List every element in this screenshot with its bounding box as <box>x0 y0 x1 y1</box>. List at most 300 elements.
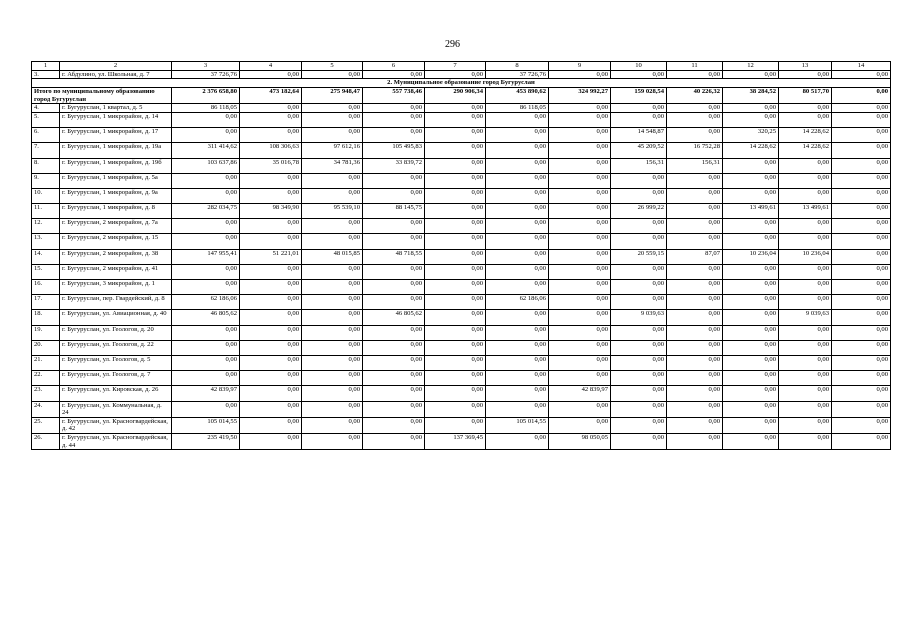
value-cell: 0,00 <box>425 417 486 433</box>
value-cell: 34 781,36 <box>302 158 363 173</box>
value-cell: 0,00 <box>302 371 363 386</box>
row-index: 10. <box>32 188 60 203</box>
value-cell: 103 637,86 <box>172 158 240 173</box>
value-cell: 0,00 <box>779 173 832 188</box>
value-cell: 14 548,87 <box>611 128 667 143</box>
value-cell: 0,00 <box>779 417 832 433</box>
value-cell: 0,00 <box>549 188 611 203</box>
value-cell: 0,00 <box>425 188 486 203</box>
value-cell: 0,00 <box>302 386 363 401</box>
value-cell: 0,00 <box>172 173 240 188</box>
column-number: 12 <box>723 62 779 71</box>
value-cell: 98 050,05 <box>549 433 611 449</box>
value-cell: 26 999,22 <box>611 204 667 219</box>
value-cell: 0,00 <box>486 188 549 203</box>
value-cell: 40 226,32 <box>667 88 723 104</box>
value-cell: 0,00 <box>611 173 667 188</box>
row-index: 15. <box>32 264 60 279</box>
value-cell: 0,00 <box>611 401 667 417</box>
value-cell: 0,00 <box>779 280 832 295</box>
value-cell: 0,00 <box>363 401 425 417</box>
value-cell: 0,00 <box>611 264 667 279</box>
value-cell: 0,00 <box>779 340 832 355</box>
table-row <box>32 70 891 79</box>
value-cell: 0,00 <box>172 264 240 279</box>
value-cell: 0,00 <box>549 417 611 433</box>
row-index: 26. <box>32 433 60 449</box>
value-cell: 0,00 <box>832 386 891 401</box>
row-index: 9. <box>32 173 60 188</box>
value-cell: 0,00 <box>723 264 779 279</box>
value-cell: 0,00 <box>486 371 549 386</box>
value-cell: 0,00 <box>779 325 832 340</box>
value-cell: 0,00 <box>723 158 779 173</box>
value-cell: 0,00 <box>486 128 549 143</box>
value-cell: 0,00 <box>832 219 891 234</box>
value-cell: 0,00 <box>611 433 667 449</box>
value-cell: 0,00 <box>425 280 486 295</box>
value-cell: 0,00 <box>425 401 486 417</box>
value-cell: 0,00 <box>363 371 425 386</box>
value-cell: 311 414,62 <box>172 143 240 158</box>
value-cell: 0,00 <box>667 219 723 234</box>
value-cell: 0,00 <box>611 280 667 295</box>
value-cell: 0,00 <box>363 295 425 310</box>
value-cell: 0,00 <box>240 401 302 417</box>
value-cell: 42 839,97 <box>549 386 611 401</box>
value-cell: 0,00 <box>425 249 486 264</box>
value-cell: 0,00 <box>302 188 363 203</box>
value-cell: 0,00 <box>549 340 611 355</box>
address-cell: г. Бугуруслан, 2 микрорайон, д. 7а <box>60 219 172 234</box>
address-cell: г. Бугуруслан, 2 микрорайон, д. 38 <box>60 249 172 264</box>
value-cell: 0,00 <box>611 325 667 340</box>
value-cell: 14 228,62 <box>779 128 832 143</box>
table-row <box>32 280 891 295</box>
value-cell: 0,00 <box>363 280 425 295</box>
value-cell: 9 039,63 <box>779 310 832 325</box>
row-index: 3. <box>32 70 60 79</box>
table-row <box>32 104 891 113</box>
row-index: 16. <box>32 280 60 295</box>
value-cell: 0,00 <box>363 104 425 113</box>
value-cell: 0,00 <box>425 104 486 113</box>
value-cell: 0,00 <box>302 295 363 310</box>
value-cell: 105 495,83 <box>363 143 425 158</box>
value-cell: 0,00 <box>832 70 891 79</box>
table-row <box>32 433 891 449</box>
value-cell: 0,00 <box>832 234 891 249</box>
value-cell: 0,00 <box>486 234 549 249</box>
value-cell: 275 948,47 <box>302 88 363 104</box>
table-row <box>32 310 891 325</box>
value-cell: 0,00 <box>832 158 891 173</box>
value-cell: 10 236,04 <box>779 249 832 264</box>
value-cell: 0,00 <box>667 204 723 219</box>
value-cell: 20 559,15 <box>611 249 667 264</box>
address-cell: г. Бугуруслан, 2 микрорайон, д. 15 <box>60 234 172 249</box>
column-number: 6 <box>363 62 425 71</box>
value-cell: 0,00 <box>723 104 779 113</box>
column-number: 7 <box>425 62 486 71</box>
address-cell: г. Бугуруслан, ул. Авиационная, д. 40 <box>60 310 172 325</box>
address-cell: г. Бугуруслан, ул. Коммунальная, д. 24 <box>60 401 172 417</box>
value-cell: 156,31 <box>667 158 723 173</box>
value-cell: 0,00 <box>425 173 486 188</box>
value-cell: 48 015,85 <box>302 249 363 264</box>
value-cell: 0,00 <box>779 433 832 449</box>
address-cell: г. Бугуруслан, 1 микрорайон, д. 14 <box>60 112 172 127</box>
value-cell: 0,00 <box>302 219 363 234</box>
value-cell: 0,00 <box>486 143 549 158</box>
value-cell: 0,00 <box>611 219 667 234</box>
value-cell: 86 118,05 <box>172 104 240 113</box>
value-cell: 0,00 <box>723 70 779 79</box>
value-cell: 0,00 <box>240 280 302 295</box>
value-cell: 0,00 <box>832 355 891 370</box>
table-row <box>32 128 891 143</box>
value-cell: 0,00 <box>302 433 363 449</box>
row-index: 18. <box>32 310 60 325</box>
value-cell: 0,00 <box>425 234 486 249</box>
value-cell: 0,00 <box>302 234 363 249</box>
value-cell: 137 369,45 <box>425 433 486 449</box>
value-cell: 0,00 <box>302 173 363 188</box>
value-cell: 0,00 <box>667 310 723 325</box>
value-cell: 0,00 <box>363 264 425 279</box>
value-cell: 14 228,62 <box>779 143 832 158</box>
value-cell: 0,00 <box>611 112 667 127</box>
value-cell: 0,00 <box>779 355 832 370</box>
value-cell: 46 805,62 <box>363 310 425 325</box>
address-cell: г. Бугуруслан, 1 микрорайон, д. 5а <box>60 173 172 188</box>
value-cell: 0,00 <box>486 386 549 401</box>
value-cell: 0,00 <box>172 234 240 249</box>
address-cell: г. Бугуруслан, ул. Геологов, д. 5 <box>60 355 172 370</box>
row-index: 25. <box>32 417 60 433</box>
value-cell: 13 499,61 <box>779 204 832 219</box>
value-cell: 0,00 <box>240 386 302 401</box>
column-number: 10 <box>611 62 667 71</box>
value-cell: 0,00 <box>723 280 779 295</box>
value-cell: 0,00 <box>723 112 779 127</box>
value-cell: 0,00 <box>302 112 363 127</box>
value-cell: 0,00 <box>486 433 549 449</box>
value-cell: 105 014,55 <box>486 417 549 433</box>
address-cell: г. Бугуруслан, 1 микрорайон, д. 8 <box>60 204 172 219</box>
value-cell: 0,00 <box>363 355 425 370</box>
value-cell: 80 517,70 <box>779 88 832 104</box>
value-cell: 0,00 <box>425 386 486 401</box>
value-cell: 0,00 <box>723 295 779 310</box>
section-title: 2. Муниципальное образование город Бугуруслан <box>32 79 891 88</box>
value-cell: 0,00 <box>832 204 891 219</box>
value-cell: 105 014,55 <box>172 417 240 433</box>
value-cell: 0,00 <box>486 340 549 355</box>
value-cell: 0,00 <box>172 128 240 143</box>
value-cell: 0,00 <box>425 295 486 310</box>
value-cell: 0,00 <box>240 310 302 325</box>
value-cell: 0,00 <box>611 70 667 79</box>
address-cell: г. Бугуруслан, ул. Красногвардейская, д. 44 <box>60 433 172 449</box>
value-cell: 0,00 <box>667 433 723 449</box>
value-cell: 0,00 <box>240 355 302 370</box>
value-cell: 0,00 <box>486 401 549 417</box>
column-number: 1 <box>32 62 60 71</box>
value-cell: 0,00 <box>832 310 891 325</box>
value-cell: 0,00 <box>832 143 891 158</box>
value-cell: 0,00 <box>549 234 611 249</box>
column-number: 9 <box>549 62 611 71</box>
value-cell: 0,00 <box>486 355 549 370</box>
value-cell: 10 236,04 <box>723 249 779 264</box>
value-cell: 0,00 <box>549 112 611 127</box>
value-cell: 0,00 <box>363 188 425 203</box>
column-number: 4 <box>240 62 302 71</box>
value-cell: 0,00 <box>549 158 611 173</box>
table-row <box>32 249 891 264</box>
value-cell: 0,00 <box>549 280 611 295</box>
value-cell: 33 839,72 <box>363 158 425 173</box>
value-cell: 0,00 <box>611 104 667 113</box>
value-cell: 0,00 <box>302 417 363 433</box>
column-number: 3 <box>172 62 240 71</box>
value-cell: 0,00 <box>611 234 667 249</box>
value-cell: 0,00 <box>832 188 891 203</box>
value-cell: 0,00 <box>667 340 723 355</box>
value-cell: 0,00 <box>832 401 891 417</box>
table-row <box>32 158 891 173</box>
value-cell: 0,00 <box>302 310 363 325</box>
value-cell: 0,00 <box>832 295 891 310</box>
value-cell: 0,00 <box>549 401 611 417</box>
value-cell: 0,00 <box>425 219 486 234</box>
table-row <box>32 204 891 219</box>
address-cell: г. Бугуруслан, пер. Гвардейский, д. 8 <box>60 295 172 310</box>
value-cell: 0,00 <box>425 264 486 279</box>
value-cell: 0,00 <box>240 325 302 340</box>
total-label: Итого по муниципальному образованию город Бугуруслан <box>32 88 172 104</box>
value-cell: 0,00 <box>240 433 302 449</box>
address-cell: г. Абдулино, ул. Школьная, д. 7 <box>60 70 172 79</box>
value-cell: 95 539,10 <box>302 204 363 219</box>
value-cell: 0,00 <box>302 280 363 295</box>
value-cell: 0,00 <box>486 219 549 234</box>
value-cell: 0,00 <box>723 417 779 433</box>
value-cell: 0,00 <box>549 295 611 310</box>
value-cell: 0,00 <box>832 128 891 143</box>
row-index: 22. <box>32 371 60 386</box>
value-cell: 0,00 <box>240 371 302 386</box>
value-cell: 0,00 <box>832 340 891 355</box>
value-cell: 14 228,62 <box>723 143 779 158</box>
value-cell: 0,00 <box>363 173 425 188</box>
value-cell: 0,00 <box>240 340 302 355</box>
value-cell: 0,00 <box>425 158 486 173</box>
value-cell: 108 306,63 <box>240 143 302 158</box>
column-number: 2 <box>60 62 172 71</box>
value-cell: 473 182,64 <box>240 88 302 104</box>
value-cell: 159 028,54 <box>611 88 667 104</box>
address-cell: г. Бугуруслан, ул. Кировская, д. 26 <box>60 386 172 401</box>
value-cell: 0,00 <box>779 219 832 234</box>
value-cell: 0,00 <box>611 355 667 370</box>
value-cell: 0,00 <box>486 310 549 325</box>
value-cell: 0,00 <box>549 128 611 143</box>
value-cell: 0,00 <box>240 70 302 79</box>
value-cell: 0,00 <box>240 104 302 113</box>
value-cell: 0,00 <box>240 173 302 188</box>
value-cell: 0,00 <box>486 204 549 219</box>
address-cell: г. Бугуруслан, ул. Геологов, д. 22 <box>60 340 172 355</box>
value-cell: 0,00 <box>549 173 611 188</box>
value-cell: 0,00 <box>723 386 779 401</box>
value-cell: 557 738,46 <box>363 88 425 104</box>
value-cell: 0,00 <box>667 401 723 417</box>
column-number: 8 <box>486 62 549 71</box>
value-cell: 0,00 <box>832 433 891 449</box>
value-cell: 0,00 <box>832 325 891 340</box>
value-cell: 0,00 <box>832 371 891 386</box>
value-cell: 0,00 <box>667 188 723 203</box>
value-cell: 0,00 <box>363 340 425 355</box>
value-cell: 0,00 <box>240 219 302 234</box>
value-cell: 0,00 <box>832 112 891 127</box>
value-cell: 0,00 <box>240 295 302 310</box>
value-cell: 0,00 <box>363 386 425 401</box>
address-cell: г. Бугуруслан, 1 микрорайон, д. 19б <box>60 158 172 173</box>
value-cell: 0,00 <box>425 310 486 325</box>
value-cell: 0,00 <box>425 143 486 158</box>
column-number: 5 <box>302 62 363 71</box>
value-cell: 62 186,06 <box>486 295 549 310</box>
value-cell: 0,00 <box>779 371 832 386</box>
row-index: 8. <box>32 158 60 173</box>
value-cell: 0,00 <box>363 234 425 249</box>
table-row <box>32 143 891 158</box>
value-cell: 0,00 <box>611 295 667 310</box>
column-number: 11 <box>667 62 723 71</box>
value-cell: 0,00 <box>723 325 779 340</box>
column-number: 13 <box>779 62 832 71</box>
value-cell: 0,00 <box>172 355 240 370</box>
value-cell: 0,00 <box>302 401 363 417</box>
table-row <box>32 417 891 433</box>
value-cell: 0,00 <box>779 104 832 113</box>
table-row <box>32 219 891 234</box>
data-table <box>31 61 891 450</box>
value-cell: 0,00 <box>832 417 891 433</box>
row-index: 4. <box>32 104 60 113</box>
value-cell: 0,00 <box>549 219 611 234</box>
value-cell: 0,00 <box>723 188 779 203</box>
row-index: 5. <box>32 112 60 127</box>
row-index: 21. <box>32 355 60 370</box>
value-cell: 0,00 <box>240 234 302 249</box>
value-cell: 0,00 <box>172 112 240 127</box>
address-cell: г. Бугуруслан, 1 микрорайон, д. 19а <box>60 143 172 158</box>
value-cell: 0,00 <box>779 264 832 279</box>
value-cell: 0,00 <box>723 340 779 355</box>
value-cell: 0,00 <box>240 112 302 127</box>
value-cell: 0,00 <box>779 112 832 127</box>
value-cell: 0,00 <box>549 355 611 370</box>
value-cell: 38 284,52 <box>723 88 779 104</box>
value-cell: 37 726,76 <box>172 70 240 79</box>
value-cell: 0,00 <box>425 371 486 386</box>
row-index: 6. <box>32 128 60 143</box>
value-cell: 0,00 <box>667 325 723 340</box>
value-cell: 0,00 <box>549 104 611 113</box>
value-cell: 0,00 <box>363 417 425 433</box>
value-cell: 0,00 <box>549 249 611 264</box>
value-cell: 0,00 <box>302 325 363 340</box>
table-row <box>32 386 891 401</box>
value-cell: 98 349,90 <box>240 204 302 219</box>
value-cell: 0,00 <box>611 417 667 433</box>
row-index: 11. <box>32 204 60 219</box>
value-cell: 0,00 <box>549 70 611 79</box>
value-cell: 0,00 <box>723 173 779 188</box>
total-row <box>32 88 891 104</box>
value-cell: 0,00 <box>723 219 779 234</box>
address-cell: г. Бугуруслан, 3 микрорайон, д. 1 <box>60 280 172 295</box>
value-cell: 282 034,75 <box>172 204 240 219</box>
value-cell: 46 805,62 <box>172 310 240 325</box>
value-cell: 0,00 <box>779 158 832 173</box>
value-cell: 0,00 <box>240 264 302 279</box>
value-cell: 0,00 <box>363 128 425 143</box>
table-row <box>32 295 891 310</box>
value-cell: 324 992,27 <box>549 88 611 104</box>
value-cell: 0,00 <box>779 70 832 79</box>
row-index: 12. <box>32 219 60 234</box>
value-cell: 0,00 <box>667 386 723 401</box>
value-cell: 97 612,16 <box>302 143 363 158</box>
value-cell: 0,00 <box>302 264 363 279</box>
value-cell: 45 209,52 <box>611 143 667 158</box>
value-cell: 0,00 <box>832 104 891 113</box>
column-number-row <box>32 62 891 71</box>
value-cell: 0,00 <box>832 249 891 264</box>
row-index: 7. <box>32 143 60 158</box>
row-index: 13. <box>32 234 60 249</box>
value-cell: 0,00 <box>486 112 549 127</box>
address-cell: г. Бугуруслан, ул. Красногвардейская, д. 42 <box>60 417 172 433</box>
value-cell: 86 118,05 <box>486 104 549 113</box>
value-cell: 42 839,97 <box>172 386 240 401</box>
value-cell: 0,00 <box>425 112 486 127</box>
value-cell: 0,00 <box>172 401 240 417</box>
value-cell: 0,00 <box>779 188 832 203</box>
value-cell: 0,00 <box>723 371 779 386</box>
value-cell: 0,00 <box>667 112 723 127</box>
value-cell: 0,00 <box>667 280 723 295</box>
value-cell: 0,00 <box>363 433 425 449</box>
value-cell: 0,00 <box>832 88 891 104</box>
address-cell: г. Бугуруслан, ул. Геологов, д. 20 <box>60 325 172 340</box>
value-cell: 0,00 <box>667 70 723 79</box>
value-cell: 0,00 <box>425 70 486 79</box>
value-cell: 0,00 <box>667 104 723 113</box>
value-cell: 0,00 <box>302 104 363 113</box>
value-cell: 0,00 <box>302 128 363 143</box>
value-cell: 0,00 <box>486 158 549 173</box>
address-cell: г. Бугуруслан, ул. Геологов, д. 7 <box>60 371 172 386</box>
value-cell: 37 726,76 <box>486 70 549 79</box>
value-cell: 0,00 <box>486 173 549 188</box>
value-cell: 0,00 <box>611 386 667 401</box>
